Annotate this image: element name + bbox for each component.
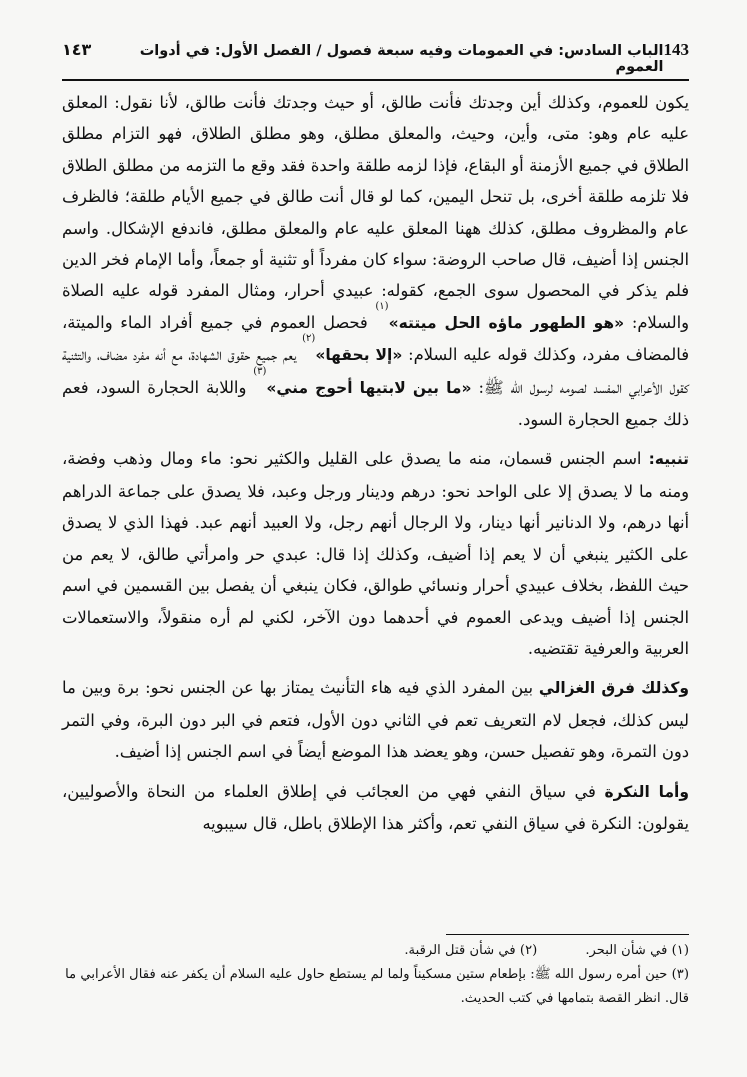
hadith-quote: «ما بين لابتيها أحوج مني» (266, 378, 472, 397)
running-header (62, 40, 689, 81)
paragraph-text: بين المفرد الذي فيه هاء التأنيث يمتاز بها عن الجنس نحو: برة وبين ما ليس كذلك، فجعل لام التعريف تعم في الثاني دون الأول، فتعم في البر دون البرة، وفي التمر دون التمرة، وهو تفصيل حسن، وهو يعضد هذا الموضع أيضاً في اسم الجنس إذا أضيف. (62, 678, 689, 762)
paragraph-text: في سياق النفي فهي من العجائب في إطلاق العلماء من النحاة والأصوليين، يقولون: النكرة في سياق النفي تعم، وأكثر هذا الإطلاق باطل، قال سيبويه (62, 781, 689, 833)
footnote-ref: (١) (375, 300, 389, 312)
paragraph-3 (62, 672, 689, 767)
footnote-3: (٣) حين أمره رسول الله ﷺ: بإطعام ستين مسكيناً ولما لم يستطع حاول عليه السلام أن يكفر عنه فقال الأعرابي ما قال. انظر القصة بتمامها في كتب الحديث. (65, 967, 689, 1006)
paragraph-text: فحصل العموم في جميع أفراد الماء والميتة، فالمضاف مفرد، وكذلك قوله عليه السلام: (62, 312, 689, 365)
paragraph-2 (62, 443, 689, 664)
page-number-arabic: ١٤٣ (62, 40, 92, 59)
paragraph-lead: وكذلك فرق الغزالي (538, 679, 689, 698)
running-title: الباب السادس: في العمومات وفيه سبعة فصول / الفصل الأول: في أدوات العموم (139, 43, 664, 75)
paragraph-lead: تنبيه: (648, 450, 689, 469)
hadith-quote: «هو الطهور ماؤه الحل ميتته» (388, 313, 625, 332)
paragraph-4 (62, 776, 689, 840)
paragraph-text: يكون للعموم، وكذلك أين وجدتك فأنت طالق، أو حيث وجدتك فأنت طالق، لأنا نقول: المعلق عليه عام وهو: متى، وأين، وحيث، والمعلق مطلق، وهو مطلق الطلاق، فهو التزام مطلق الطلاق في جميع الأزمنة أو البقاع، فإذا لزمه طلقة واحدة فقد وقع ما التزمه من مطلق الطلاق فلا تلزمه طلقة أخرى، بل تنحل اليمين، كما لو قال أنت طالق في جميع الأيام طلقة؛ فالظرف عام والمظروف مطلق، كذلك ههنا المعلق عليه عام والمعلق مطلق، فاندفع الإشكال. واسم الجنس إذا أضيف، قال صاحب الروضة: سواء كان مفرداً أو تثنية أو جمعاً، وأما الإمام فخر الدين فلم يذكر في المحصول سوى الجمع، كقوله: عبيدي أحرار، ومثال المفرد قوله عليه الصلاة والسلام: (62, 93, 689, 332)
footnote-ref: (٣) (253, 365, 267, 377)
hadith-quote: «إلا بحقها» (315, 346, 403, 365)
footnote-ref: (٢) (302, 333, 316, 345)
footnote-1: (١) في شأن البحر. (585, 943, 689, 958)
paragraph-1 (62, 87, 689, 435)
page-number-latin: 143 (663, 40, 689, 59)
paragraph-text: اسم الجنس قسمان، منه ما يصدق على القليل والكثير نحو: ماء ومال وذهب وفضة، ومنه ما لا يصدق إلا على الواحد نحو: درهم ودينار ورجل وعبد، فلا يصدق على جماعة الدراهم أنها درهم، ولا الدنانير أنها دينار، ولا الرجال أنهم رجل، ولا العبيد أنهم عبد. فهذا الذي لا يصدق على الكثير ينبغي أن لا يعم إذا أضيف، وكذلك إذا قال: عبدي حر وامرأتي طالق، لا يعم من حيث اللفظ، بخلاف عبيدي أحرار ونسائي طوالق، فكان ينبغي أن يفصل بين القسمين في اسم الجنس إذا أضيف ويدعى العموم في أحدهما دون الآخر، لكني لم أره منقولاً، والاستعمالات العربية والعرفية تقتضيه. (62, 449, 689, 658)
paragraph-text: واللابة الحجارة السود، فعم ذلك جميع الحجارة السود. (62, 377, 689, 430)
footnote-separator (446, 934, 689, 935)
paragraph-lead: وأما النكرة (604, 782, 689, 801)
footnotes (62, 934, 689, 1011)
footnote-row (62, 939, 689, 963)
footnote-2: (٢) في شأن قتل الرقبة. (404, 943, 538, 958)
paragraph-text: يعم جميع حقوق الشهادة، مع أنه مفرد مضاف، والتثنية كقول الأعرابي المفسد لصومه لرسول الله ﷺ: (62, 345, 689, 397)
main-text (62, 87, 689, 839)
